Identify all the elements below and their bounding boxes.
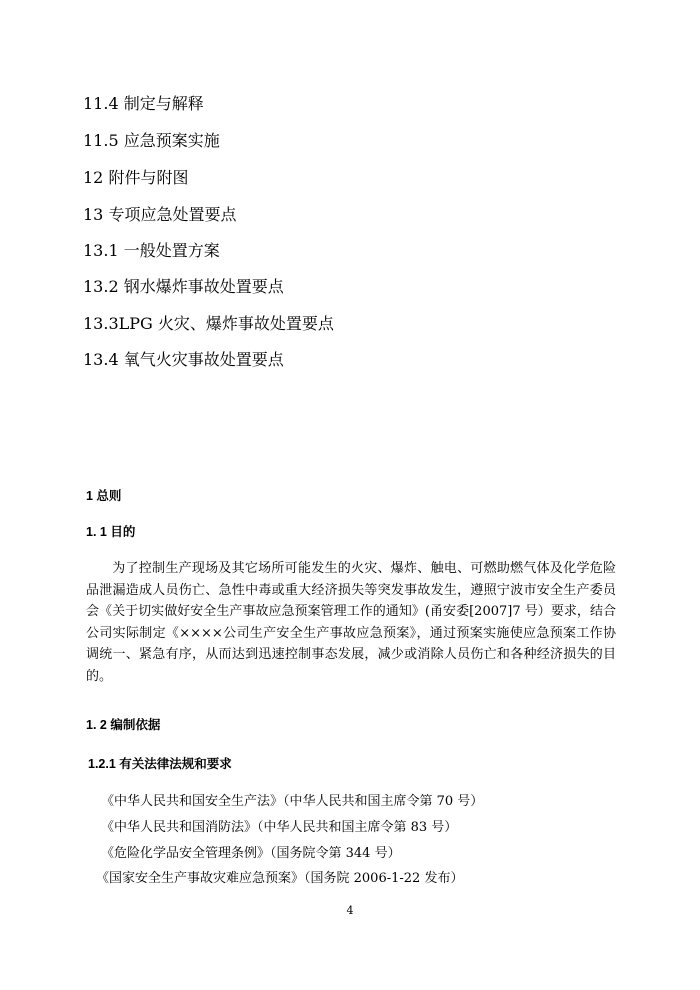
toc-entry: 13.2 钢水爆炸事故处置要点 [83, 277, 284, 296]
purpose-text: 为了控制生产现场及其它场所可能发生的火灾、爆炸、触电、可燃助燃气体及化学危险品泄漏造成人员伤亡、急性中毒或重大经济损失等突发事故发生，遵照宁波市安全生产委员会《关于切实做好安全生产事故应急预案管理工作的通知》(甬安委[2007]7 号）要求，结合公司实际制定《××××公司生产安全生产事故应急预案》，通过预案实施使应急预案工作协调统一、紧急有序，从而达到迅速控制事态发展，减少或消除人员伤亡和各种经济损失的目的。 [86, 561, 616, 684]
law-item: 《国家安全生产事故灾难应急预案》（国务院 2006-1-22 发布） [96, 871, 464, 886]
purpose-heading: 1. 1 目的 [86, 525, 136, 539]
law-item: 《中华人民共和国消防法》（中华人民共和国主席令第 83 号） [101, 820, 458, 835]
section-title: 1 总则 [86, 489, 122, 503]
toc-entry: 13 专项应急处置要点 [83, 205, 237, 224]
toc-entry: 11.4 制定与解释 [83, 94, 204, 113]
law-item: 《危险化学品安全管理条例》（国务院令第 344 号） [101, 846, 401, 861]
purpose-paragraph [86, 558, 616, 688]
toc-entry: 13.1 一般处置方案 [83, 241, 220, 260]
toc-entry: 12 附件与附图 [83, 168, 189, 187]
toc-entry: 11.5 应急预案实施 [83, 131, 220, 150]
law-item: 《中华人民共和国安全生产法》（中华人民共和国主席令第 70 号） [101, 794, 484, 809]
toc-entry: 13.4 氧气火灾事故处置要点 [83, 350, 284, 369]
toc-entry: 13.3LPG 火灾、爆炸事故处置要点 [83, 314, 334, 333]
page-number: 4 [346, 904, 354, 917]
basis-heading: 1. 2 编制依据 [86, 718, 161, 732]
laws-heading: 1.2.1 有关法律法规和要求 [88, 757, 232, 771]
